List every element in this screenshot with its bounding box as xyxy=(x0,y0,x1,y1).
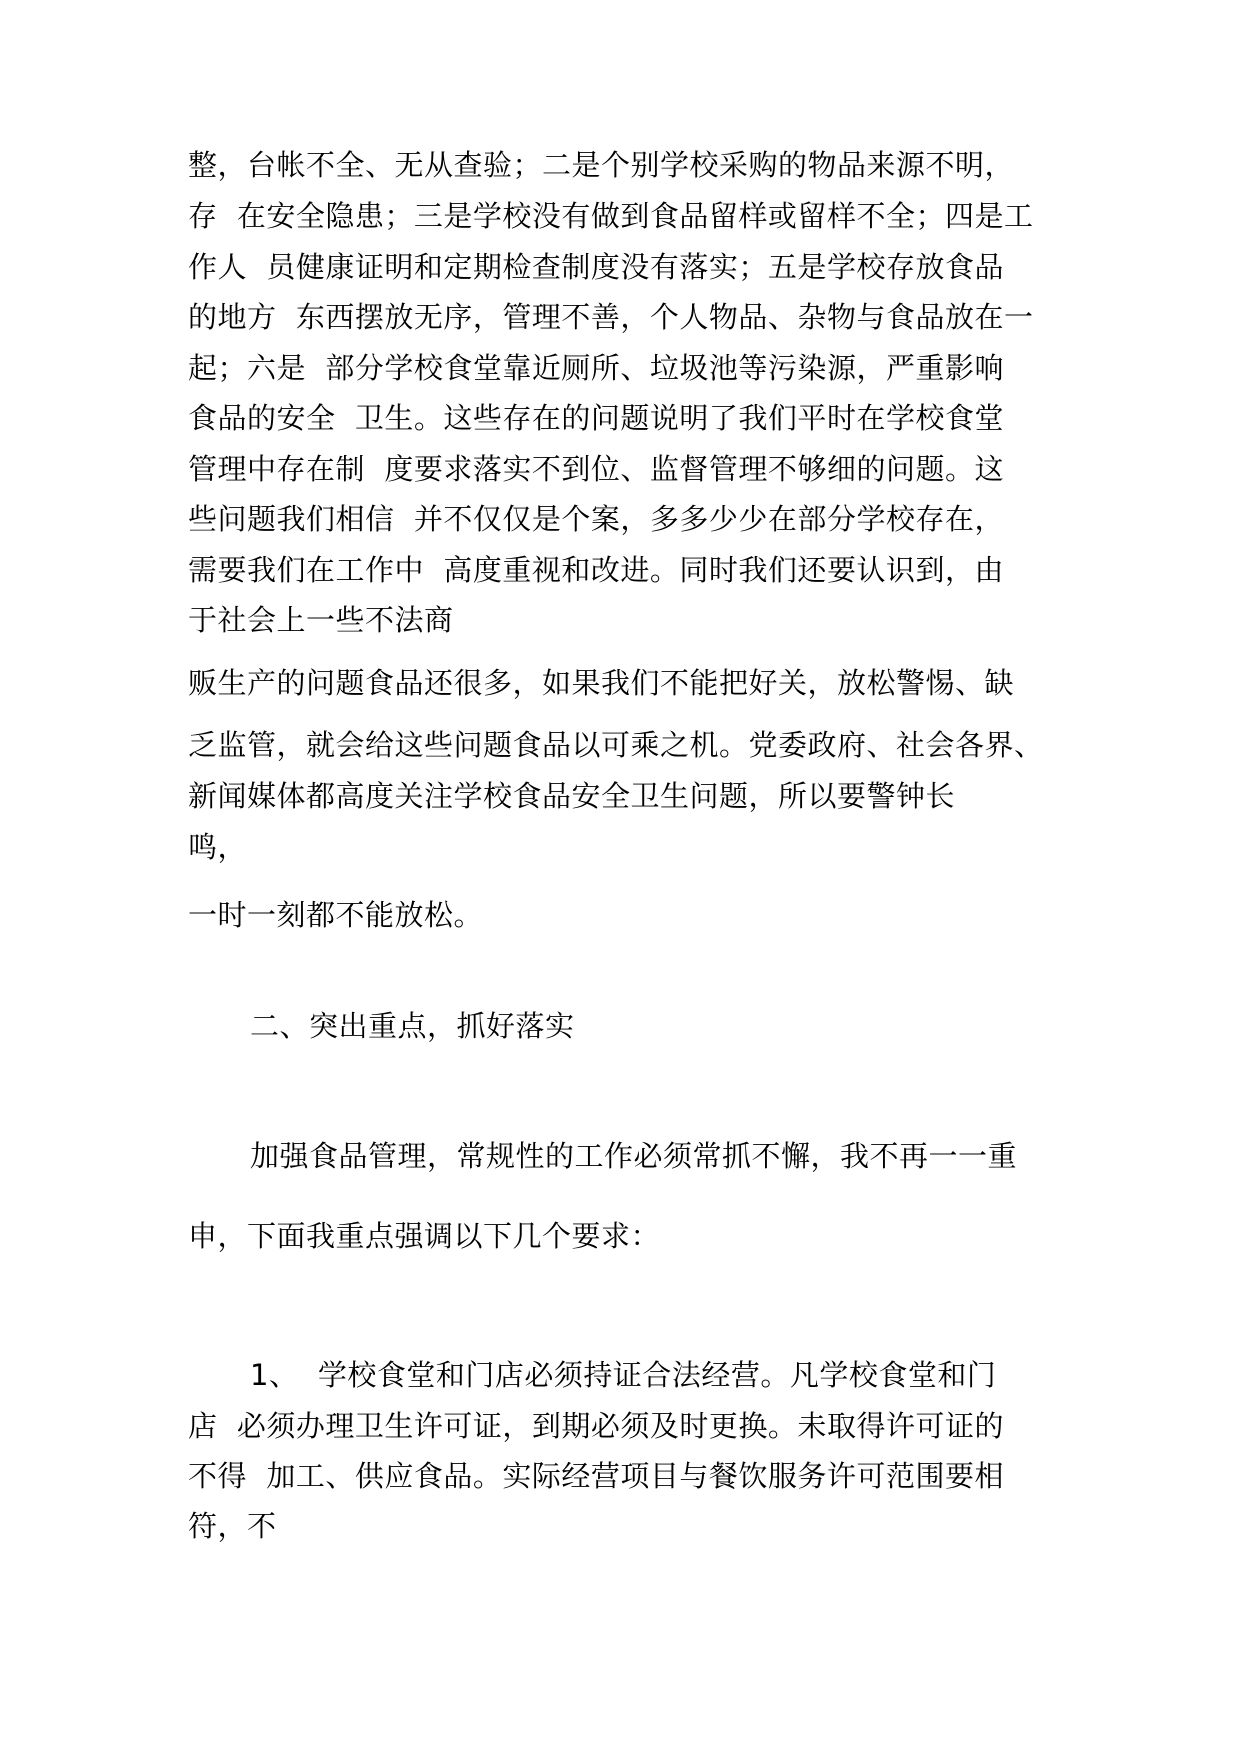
paragraph-line: 新闻媒体都高度关注学校食品安全卫生问题，所以要警钟长 xyxy=(188,779,956,813)
paragraph-line: 整，台帐不全、无从查验；二是个别学校采购的物品来源不明， xyxy=(188,148,1015,182)
paragraph-line: 鸣， xyxy=(188,830,248,864)
paragraph-line: 存 在安全隐患；三是学校没有做到食品留样或留样不全；四是工 xyxy=(188,199,1034,233)
paragraph-line: 申，下面我重点强调以下几个要求： xyxy=(188,1219,661,1253)
section-heading: 二、突出重点，抓好落实 xyxy=(250,1009,575,1043)
paragraph-line: 作人 员健康证明和定期检查制度没有落实；五是学校存放食品 xyxy=(188,250,1004,284)
paragraph-line: 于社会上一些不法商 xyxy=(188,603,454,637)
list-item-line: 符，不 xyxy=(188,1509,277,1543)
paragraph-line: 一时一刻都不能放松。 xyxy=(188,898,484,932)
paragraph-line: 食品的安全 卫生。这些存在的问题说明了我们平时在学校食堂 xyxy=(188,401,1004,435)
paragraph-line: 些问题我们相信 并不仅仅是个案，多多少少在部分学校存在， xyxy=(188,502,1004,536)
paragraph-line: 起；六是 部分学校食堂靠近厕所、垃圾池等污染源，严重影响 xyxy=(188,351,1004,385)
paragraph-line: 的地方 东西摆放无序，管理不善，个人物品、杂物与食品放在一 xyxy=(188,300,1034,334)
paragraph-line: 贩生产的问题食品还很多，如果我们不能把好关，放松警惕、缺 xyxy=(188,666,1015,700)
paragraph-line: 乏监管，就会给这些问题食品以可乘之机。党委政府、社会各界、 xyxy=(188,728,1044,762)
list-item-line: 店 必须办理卫生许可证，到期必须及时更换。未取得许可证的 xyxy=(188,1409,1004,1443)
paragraph-line: 需要我们在工作中 高度重视和改进。同时我们还要认识到，由 xyxy=(188,553,1004,587)
list-item-line: 不得 加工、供应食品。实际经营项目与餐饮服务许可范围要相 xyxy=(188,1459,1004,1493)
list-item-line: 1、 学校食堂和门店必须持证合法经营。凡学校食堂和门 xyxy=(250,1358,997,1392)
paragraph-line: 加强食品管理，常规性的工作必须常抓不懈，我不再一一重 xyxy=(250,1139,1018,1173)
paragraph-line: 管理中存在制 度要求落实不到位、监督管理不够细的问题。这 xyxy=(188,452,1004,486)
